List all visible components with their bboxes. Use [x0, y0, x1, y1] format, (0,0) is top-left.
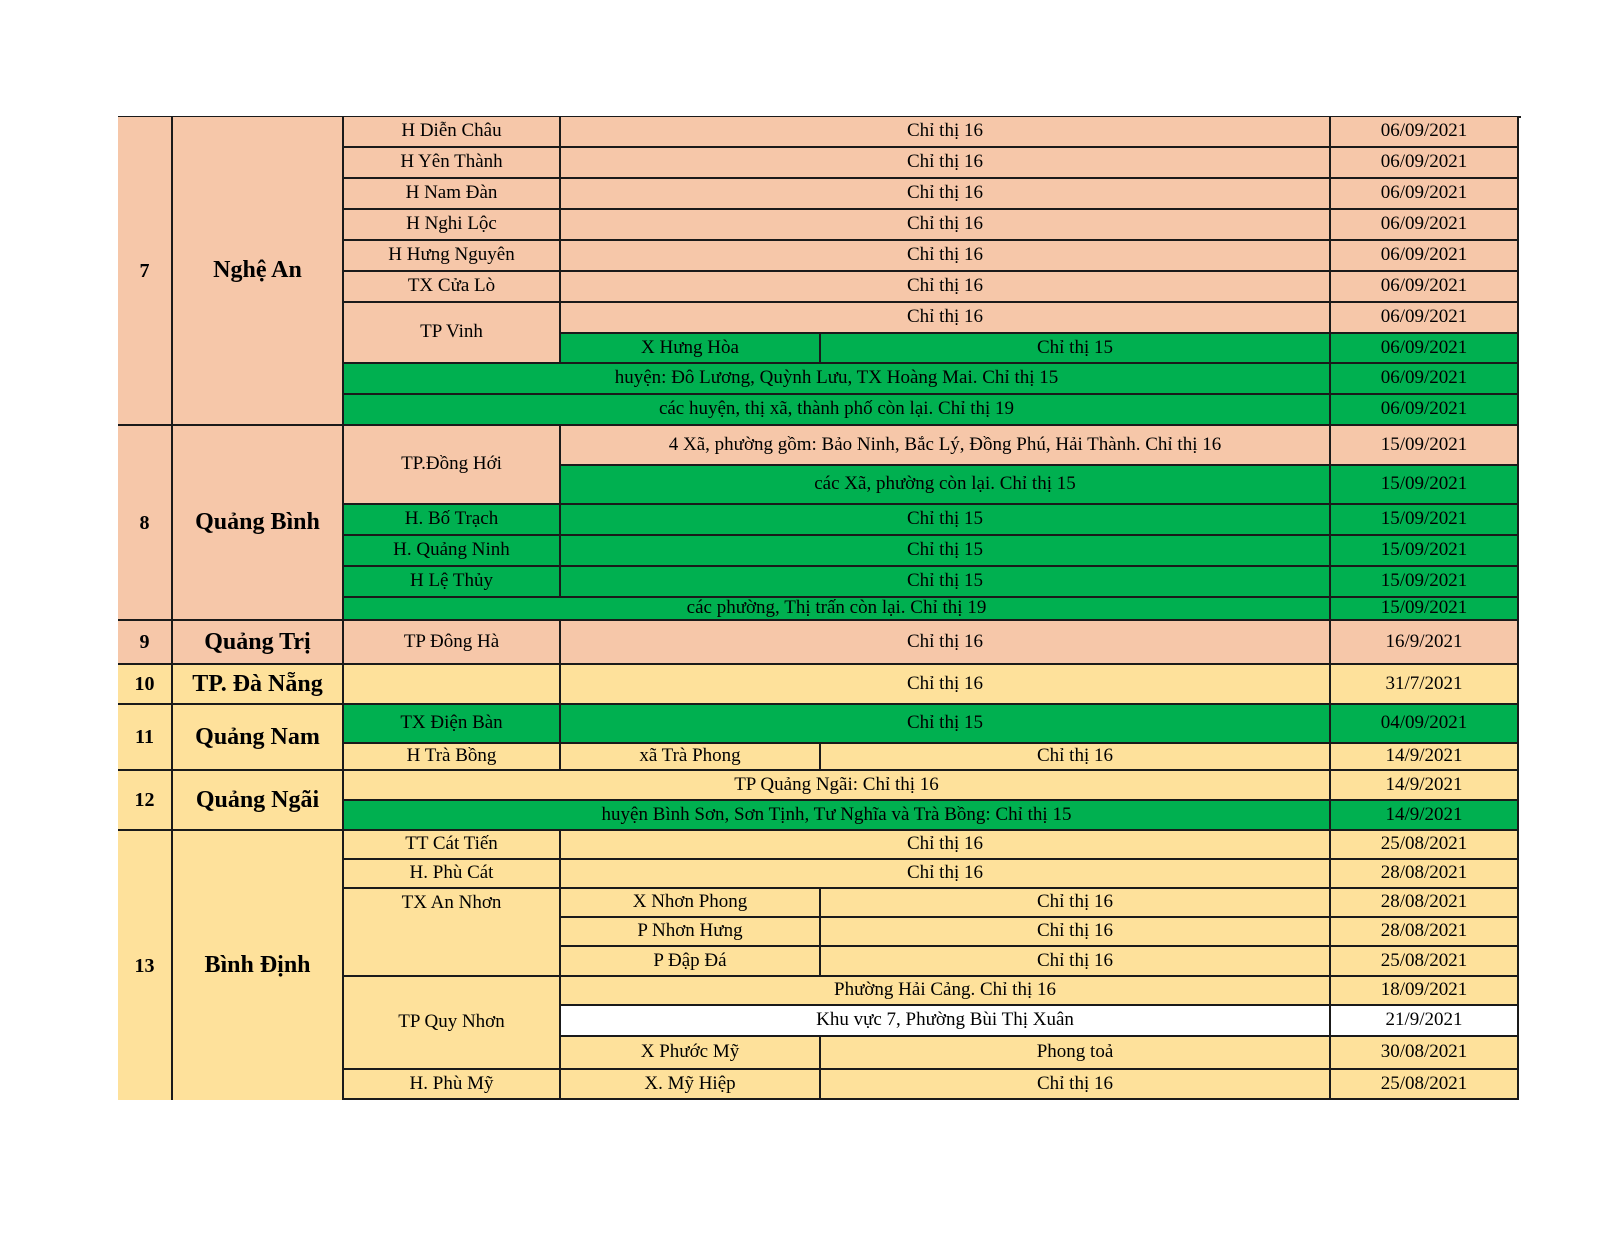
commune-cell: X Hưng Hòa: [561, 334, 821, 364]
summary-cell: Phường Hải Cảng. Chỉ thị 16: [561, 977, 1331, 1006]
date-cell: 04/09/2021: [1331, 705, 1519, 744]
date-cell: 28/08/2021: [1331, 918, 1519, 947]
measure-cell: 4 Xã, phường gồm: Bảo Ninh, Bắc Lý, Đồng Phú, Hải Thành. Chỉ thị 16: [561, 426, 1331, 466]
date-cell: 06/09/2021: [1331, 395, 1519, 426]
date-cell: 06/09/2021: [1331, 148, 1519, 179]
date-cell: 06/09/2021: [1331, 179, 1519, 210]
date-cell: 15/09/2021: [1331, 505, 1519, 536]
province-cell: Quảng Bình: [173, 426, 344, 621]
measure-cell: Chỉ thị 16: [561, 210, 1331, 241]
district-cell: TX Cửa Lò: [344, 272, 561, 303]
date-cell: 21/9/2021: [1331, 1006, 1519, 1037]
measure-cell: Chỉ thị 16: [561, 665, 1331, 705]
district-cell: TT Cát Tiến: [344, 831, 561, 860]
summary-cell: TP Quảng Ngãi: Chỉ thị 16: [344, 771, 1331, 801]
district-cell: H Diễn Châu: [344, 117, 561, 148]
commune-cell: xã Trà Phong: [561, 744, 821, 771]
quarantine-table: [118, 117, 1519, 1100]
measure-cell: Chỉ thị 15: [561, 567, 1331, 598]
date-cell: 15/09/2021: [1331, 536, 1519, 567]
commune-cell: X Phước Mỹ: [561, 1037, 821, 1070]
row-number: 9: [118, 621, 173, 665]
date-cell: 16/9/2021: [1331, 621, 1519, 665]
row-number: 12: [118, 771, 173, 831]
measure-cell: Chỉ thị 16: [561, 831, 1331, 860]
district-cell: H Trà Bồng: [344, 744, 561, 771]
date-cell: 15/09/2021: [1331, 567, 1519, 598]
date-cell: 15/09/2021: [1331, 466, 1519, 505]
measure-cell: Chỉ thị 16: [561, 272, 1331, 303]
province-cell: TP. Đà Nẵng: [173, 665, 344, 705]
district-cell: H. Quảng Ninh: [344, 536, 561, 567]
commune-cell: P Nhơn Hưng: [561, 918, 821, 947]
district-cell: H Nghi Lộc: [344, 210, 561, 241]
commune-cell: X Nhơn Phong: [561, 889, 821, 918]
measure-cell: Chỉ thị 16: [821, 889, 1331, 918]
measure-cell: Phong toả: [821, 1037, 1331, 1070]
province-cell: Bình Định: [173, 831, 344, 1100]
summary-cell: Khu vực 7, Phường Bùi Thị Xuân: [561, 1006, 1331, 1037]
measure-cell: Chỉ thị 16: [561, 179, 1331, 210]
measure-cell: Chỉ thị 16: [561, 303, 1331, 334]
date-cell: 06/09/2021: [1331, 241, 1519, 272]
row-number: 7: [118, 117, 173, 426]
measure-cell: Chỉ thị 16: [561, 621, 1331, 665]
district-cell: H Yên Thành: [344, 148, 561, 179]
row-number: 10: [118, 665, 173, 705]
commune-cell: X. Mỹ Hiệp: [561, 1070, 821, 1100]
date-cell: 15/09/2021: [1331, 426, 1519, 466]
measure-cell: Chỉ thị 15: [821, 334, 1331, 364]
row-number: 11: [118, 705, 173, 771]
date-cell: 28/08/2021: [1331, 889, 1519, 918]
date-cell: 06/09/2021: [1331, 272, 1519, 303]
summary-cell: các huyện, thị xã, thành phố còn lại. Chỉ thị 19: [344, 395, 1331, 426]
measure-cell: Chỉ thị 16: [821, 947, 1331, 977]
date-cell: 06/09/2021: [1331, 364, 1519, 395]
district-cell: TP Vinh: [344, 303, 561, 364]
measure-cell: Chỉ thị 16: [561, 117, 1331, 148]
district-cell: H. Bố Trạch: [344, 505, 561, 536]
measure-cell: Chỉ thị 15: [561, 505, 1331, 536]
district-cell: H. Phù Cát: [344, 860, 561, 889]
district-cell: [344, 665, 561, 705]
date-cell: 06/09/2021: [1331, 334, 1519, 364]
date-cell: 15/09/2021: [1331, 598, 1519, 621]
measure-cell: Chỉ thị 16: [561, 241, 1331, 272]
province-cell: Quảng Ngãi: [173, 771, 344, 831]
date-cell: 25/08/2021: [1331, 831, 1519, 860]
date-cell: 06/09/2021: [1331, 303, 1519, 334]
measure-cell: Chỉ thị 16: [821, 1070, 1331, 1100]
district-cell: TP Quy Nhơn: [344, 977, 561, 1070]
measure-cell: Chỉ thị 16: [561, 148, 1331, 179]
measure-cell: Chỉ thị 16: [821, 744, 1331, 771]
summary-cell: huyện: Đô Lương, Quỳnh Lưu, TX Hoàng Mai. Chỉ thị 15: [344, 364, 1331, 395]
date-cell: 14/9/2021: [1331, 801, 1519, 831]
summary-cell: các phường, Thị trấn còn lại. Chỉ thị 19: [344, 598, 1331, 621]
date-cell: 31/7/2021: [1331, 665, 1519, 705]
summary-cell: huyện Bình Sơn, Sơn Tịnh, Tư Nghĩa và Trà Bồng: Chỉ thị 15: [344, 801, 1331, 831]
date-cell: 25/08/2021: [1331, 1070, 1519, 1100]
province-cell: Quảng Trị: [173, 621, 344, 665]
date-cell: 06/09/2021: [1331, 210, 1519, 241]
district-cell: TP Đông Hà: [344, 621, 561, 665]
district-cell: TX An Nhơn: [344, 889, 561, 977]
district-cell: H Lệ Thủy: [344, 567, 561, 598]
district-cell: TP.Đồng Hới: [344, 426, 561, 505]
district-cell: H Hưng Nguyên: [344, 241, 561, 272]
row-number: 13: [118, 831, 173, 1100]
date-cell: 18/09/2021: [1331, 977, 1519, 1006]
district-cell: H. Phù Mỹ: [344, 1070, 561, 1100]
date-cell: 14/9/2021: [1331, 771, 1519, 801]
date-cell: 28/08/2021: [1331, 860, 1519, 889]
province-cell: Quảng Nam: [173, 705, 344, 771]
date-cell: 06/09/2021: [1331, 117, 1519, 148]
date-cell: 30/08/2021: [1331, 1037, 1519, 1070]
measure-cell: Chỉ thị 16: [821, 918, 1331, 947]
district-cell: TX Điện Bàn: [344, 705, 561, 744]
measure-cell: Chỉ thị 15: [561, 705, 1331, 744]
measure-cell: Chỉ thị 16: [561, 860, 1331, 889]
province-cell: Nghệ An: [173, 117, 344, 426]
row-number: 8: [118, 426, 173, 621]
district-cell: H Nam Đàn: [344, 179, 561, 210]
measure-cell: các Xã, phường còn lại. Chỉ thị 15: [561, 466, 1331, 505]
date-cell: 25/08/2021: [1331, 947, 1519, 977]
commune-cell: P Đập Đá: [561, 947, 821, 977]
measure-cell: Chỉ thị 15: [561, 536, 1331, 567]
date-cell: 14/9/2021: [1331, 744, 1519, 771]
